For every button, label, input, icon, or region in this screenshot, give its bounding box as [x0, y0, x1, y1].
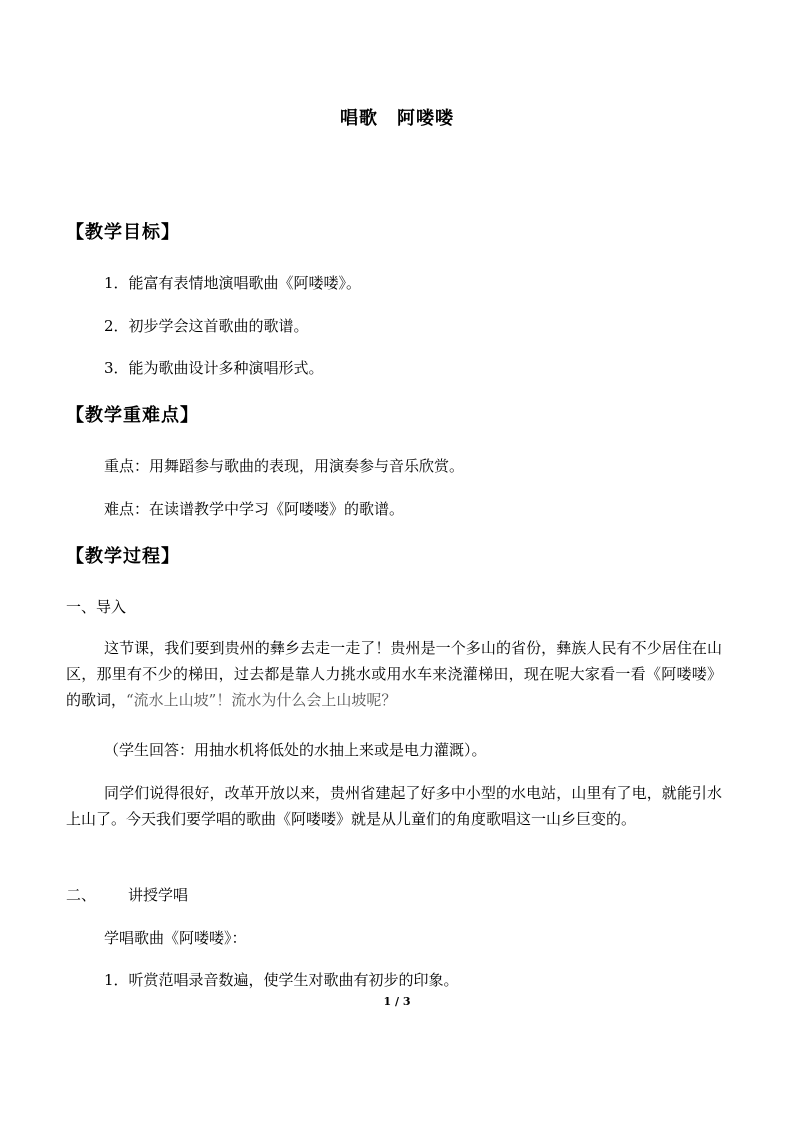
- key-point-difficulty: 难点：在读谱教学中学习《阿喽喽》的歌谱。: [104, 500, 405, 518]
- part1-paragraph-1-main: 这节课，我们要到贵州的彝乡去走一走了！贵州是一个多山的省份，彝族人民有不少居住在山区，那里有不少的梯田，过去都是靠人力挑水或用水车来浇灌梯田，现在呢大家看一看《阿喽喽》的歌词，: [66, 639, 722, 709]
- part1-heading: 一、导入: [66, 598, 127, 616]
- part1-paragraph-3: 同学们说得很好，改革开放以来，贵州省建起了好多中小型的水电站，山里有了电，就能引水上山了。今天我们要学唱的歌曲《阿喽喽》就是从儿童们的角度歌唱这一山乡巨变的。: [66, 784, 722, 828]
- part2-intro: 学唱歌曲《阿喽喽》：: [104, 929, 247, 947]
- part2-heading-text: 讲授学唱: [128, 886, 189, 904]
- part2-step-1: 1．听赏范唱录音数遍，使学生对歌曲有初步的印象。: [104, 971, 459, 989]
- part1-paragraph-1-quote: “流水上山坡”！流水为什么会上山坡呢？: [126, 691, 397, 709]
- page-number: 1 / 3: [383, 995, 411, 1008]
- goal-item-1: 1．能富有表情地演唱歌曲《阿喽喽》。: [104, 274, 362, 292]
- document-title: 唱歌 阿喽喽: [340, 108, 454, 129]
- part1-paragraph-2: （学生回答：用抽水机将低处的水抽上来或是电力灌溉）。: [104, 741, 487, 759]
- part2-heading-number: 二、: [66, 886, 97, 904]
- heading-teaching-goals: 【教学目标】: [66, 222, 180, 243]
- heading-teaching-process: 【教学过程】: [66, 546, 180, 567]
- goal-item-2: 2．初步学会这首歌曲的歌谱。: [104, 317, 309, 335]
- heading-key-points: 【教学重难点】: [66, 405, 199, 426]
- part1-paragraph-1: [66, 635, 722, 713]
- key-point-focus: 重点：用舞蹈参与歌曲的表现，用演奏参与音乐欣赏。: [104, 457, 465, 475]
- goal-item-3: 3．能为歌曲设计多种演唱形式。: [104, 359, 324, 377]
